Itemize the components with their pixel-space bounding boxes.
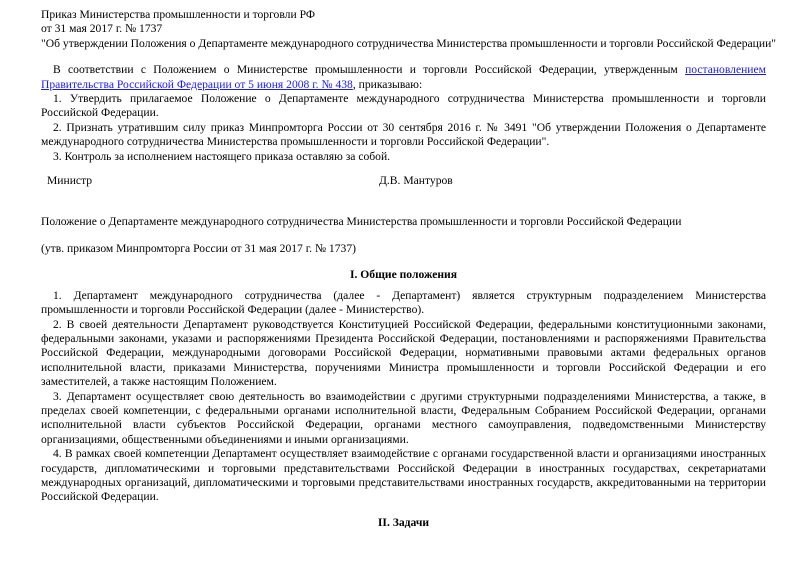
order-preamble <box>41 63 766 92</box>
section-1-item-1: 1. Департамент международного сотрудничества (далее - Департамент) является структурным подразделением Министерства промышленности и торговли Российской Федерации (далее - Министерство). <box>41 288 766 317</box>
section-1-item-4: 4. В рамках своей компетенции Департамент осуществляет взаимодействие с органами государственной власти и организациями иностранных государств, дипломатическими и торговыми представительствами Российской Федерации в иностранных государствах, секретариатами международных организаций, дипломатическими и торговыми представительствами иностранных государств, аккредитованными на территории Российской Федерации. <box>41 447 766 504</box>
order-item-3: 3. Контроль за исполнением настоящего приказа оставляю за собой. <box>53 149 391 163</box>
preamble-text-before: В соответствии с Положением о Министерстве промышленности и торговли Российской Федерации, утвержденным <box>53 63 686 77</box>
section-1-item-3: 3. Департамент осуществляет свою деятельность во взаимодействии с другими структурными подразделениями Министерства, а также, в пределах своей компетенции, с федеральными органами исполнительной власти, Федеральным Собранием Российской Федерации, органами исполнительной власти субъектов Российской Федерации, органами местного самоуправления, подведомственными Министерству организациями, общественными объединениями и иными организациями. <box>41 389 766 446</box>
signatory-name: Д.В. Мантуров <box>379 174 453 188</box>
signature-row <box>41 174 766 188</box>
government-decree-link[interactable]: постановлением Правительства Российской Федерации от 5 июня 2008 г. № 438 <box>41 63 766 91</box>
document-header <box>41 8 777 51</box>
section-1-item-2: 2. В своей деятельности Департамент руководствуется Конституцией Российской Федерации, федеральными конституционными законами, федеральными законами, указами и распоряжениями Президента Российской Федерации, постановлениями и распоряжениями Правительства Российской Федерации, международными договорами Российской Федерации, нормативными правовыми актами федеральных органов исполнительной власти, приказами Министерства, поручениями Министра промышленности и торговли Российской Федерации и его заместителей, а также настоящим Положением. <box>41 317 766 389</box>
header-title-line: Приказ Министерства промышленности и торговли РФ <box>41 8 315 21</box>
spacer <box>41 256 766 268</box>
section-1-title: I. Общие положения <box>349 268 457 282</box>
order-item-1: 1. Утвердить прилагаемое Положение о Департаменте международного сотрудничества Министерства промышленности и торговли Российской Федерации. <box>41 92 766 120</box>
section-2-title: II. Задачи <box>377 515 430 529</box>
spacer <box>41 188 766 215</box>
spacer <box>41 505 766 516</box>
regulation-title: Положение о Департаменте международного сотрудничества Министерства промышленности и торговли Российской Федерации <box>41 215 682 229</box>
preamble-text-after: , приказываю: <box>352 77 423 91</box>
order-item-2: 2. Признать утратившим силу приказ Минпромторга России от 30 сентября 2016 г. № 3491 "Об утверждении Положения о Департаменте международного сотрудничества Министерства промышленности и торговли Российской Федерации". <box>41 120 766 149</box>
signatory-role: Министр <box>47 174 93 188</box>
spacer <box>41 230 766 242</box>
spacer <box>41 51 766 63</box>
header-date-line: от 31 мая 2017 г. № 1737 <box>41 22 163 36</box>
order-body <box>41 63 766 164</box>
regulation-approval-note: (утв. приказом Минпромторга России от 31 мая 2017 г. № 1737) <box>41 241 356 255</box>
header-subject-line: "Об утверждении Положения о Департаменте международного сотрудничества Министерства промышленности и торговли Российской Федерации" <box>41 36 777 50</box>
section-1-body <box>41 289 766 505</box>
